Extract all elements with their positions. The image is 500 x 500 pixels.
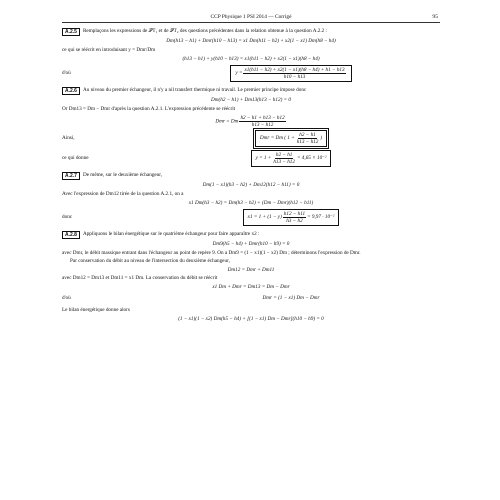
document-page	[62, 14, 440, 490]
fraction-numerator: h2 − h1 + h13 − h12	[240, 114, 285, 121]
section-intro	[62, 87, 440, 95]
boxed-result	[230, 65, 351, 82]
fraction	[272, 152, 296, 165]
result-body	[142, 65, 440, 82]
result-label: d'où	[62, 70, 71, 77]
fraction	[283, 211, 306, 224]
result-label: Ainsi,	[62, 135, 75, 142]
result-body	[142, 130, 440, 147]
paragraph: Or Dm13 = Dm − Dmr d'après la question A.2.1. L'expression précédente se réécrit	[62, 105, 236, 112]
header-title: CCP Physique 1 PSI 2014 — Corrigé	[210, 14, 292, 20]
fraction-equation	[62, 115, 440, 128]
boxed-result	[251, 150, 332, 167]
section-number-badge: A.2.6	[62, 87, 80, 95]
paragraph: Le bilan énergétique donne alors	[62, 306, 130, 313]
equation: (h13 − h1) + y(h10 − h13) = x1(h11 − h2) + x2(1 − x1)(h8 − h4)	[182, 55, 320, 62]
boxed-result	[243, 209, 340, 226]
equation-lhs: Dmr = Dm ( 1 +	[259, 135, 295, 142]
page-number: 95	[432, 14, 438, 20]
section-intro	[62, 231, 440, 239]
fraction	[296, 132, 323, 146]
equation: Dm(h2 − h1) + Dm13(h13 − h12) = 0	[211, 97, 291, 104]
fraction-denominator: h13 − h12	[273, 158, 295, 165]
section-intro	[62, 172, 440, 180]
equation-rhs: = 4,65 × 10⁻²	[297, 155, 327, 162]
fraction-denominator: h3 − h2	[286, 217, 303, 224]
fraction-denominator: h13 − h12	[251, 121, 274, 128]
equation: Dm(1 − x1)(h3 − h2) + Dm12(h12 − h11) = 0	[202, 182, 300, 189]
section-A-2-5	[62, 28, 440, 82]
paragraph: Par conservation du débit au niveau de l'intersection du deuxième échangeur,	[70, 257, 230, 264]
fraction-denominator: h10 − h13	[283, 73, 306, 80]
boxed-result-row	[62, 209, 440, 226]
result-label: ce qui donne	[62, 155, 89, 162]
equation: x1 Dm(h3 − h2) = Dm(h3 − h2) + (Dm − Dmr)(h12 − h11)	[188, 199, 314, 206]
section-intro-text: De même, sur le deuxième échangeur,	[82, 171, 163, 178]
labeled-equation	[62, 293, 440, 304]
fraction-numerator: h2 − h1	[275, 151, 293, 158]
equation: Dm12 = Dmr + Dm11	[227, 266, 275, 273]
equation-lhs: y =	[235, 70, 243, 77]
fraction-numerator: h12 − h11	[283, 210, 306, 217]
fraction-numerator: h2 − h1	[299, 132, 316, 139]
equation: Dmr = (1 − x1) Dm − Dmr	[262, 295, 320, 302]
equation-rhs: )	[320, 135, 323, 142]
equation: Dm9(h5 − h4) + Dmr(h10 − h9) = 0	[212, 241, 290, 247]
result-label: donc	[62, 214, 73, 221]
result-body	[142, 209, 440, 226]
equation-lhs: x1 = 1 + (1 − y)	[247, 214, 282, 221]
equation: (1 − x1)(1 − x2) Dm(h5 − h4) + [(1 − x1) Dm − Dmr](h10 − h9) = 0	[178, 315, 324, 322]
section-A-2-8	[62, 231, 440, 322]
section-A-2-6	[62, 87, 440, 167]
section-intro	[62, 28, 440, 36]
boxed-result-row	[62, 130, 440, 147]
section-number-badge: A.2.8	[62, 231, 80, 239]
equation-lhs: Dmr = Dm	[215, 118, 239, 125]
section-intro-text: Au niveau du premier échangeur, il n'y a nil transfert thermique ni travail. Le premier principe impose donc	[82, 86, 307, 93]
page-content	[62, 28, 440, 322]
boxed-result-row	[62, 150, 440, 167]
boxed-result	[255, 130, 327, 147]
section-A-2-7	[62, 172, 440, 226]
equation-label: d'où	[62, 295, 71, 302]
paragraph: avec Dmr, le débit massique entrant dans l'échangeur au point de repère 9. On a Dm9 = (1 − x1)(1 − x2) Dm ; déterminons l'expression de Dmr.	[62, 249, 361, 256]
fraction-numerator: x1(h11 − h2) + x2(1 − x1)(h8 − h4) + h1 − h13	[244, 66, 345, 73]
equation-rhs: = 9,97 · 10⁻²	[307, 214, 335, 221]
equation: Dm(h13 − h1) + Dmr(h10 − h13) = x1 Dm(h11 − h2) + x2(1 − x1) Dm(h8 − h4)	[166, 38, 336, 45]
equation-body	[142, 293, 440, 304]
paragraph: ce qui se réécrit en introduisant y = Dmr/Dm	[62, 46, 156, 53]
section-number-badge: A.2.5	[62, 28, 80, 36]
boxed-result-row	[62, 65, 440, 82]
section-intro-text: Appliquons le bilan énergétique sur le quatrième échangeur pour faire apparaître x2 :	[82, 230, 260, 237]
fraction	[243, 67, 345, 80]
paragraph: avec Dm12 = Dm13 et Dm11 = x1 Dm. La conservation du débit se réécrit	[62, 275, 218, 282]
equation: x1 Dm + Dmr = Dm13 = Dm − Dmr	[212, 284, 290, 291]
fraction	[239, 115, 285, 128]
section-number-badge: A.2.7	[62, 172, 80, 180]
result-body	[142, 150, 440, 167]
fraction-denominator: h13 − h12	[296, 139, 319, 146]
running-header	[62, 14, 440, 23]
section-intro-text: Remplaçons les expressions de 𝒫T₁ et de 𝒫T₂ des questions précédentes dans la relation obtenue à la question A.2.2 :	[82, 28, 327, 34]
equation-lhs: y = 1 +	[255, 155, 272, 162]
paragraph: Avec l'expression de Dm12 tirée de la question A.2.1, on a	[62, 190, 184, 197]
